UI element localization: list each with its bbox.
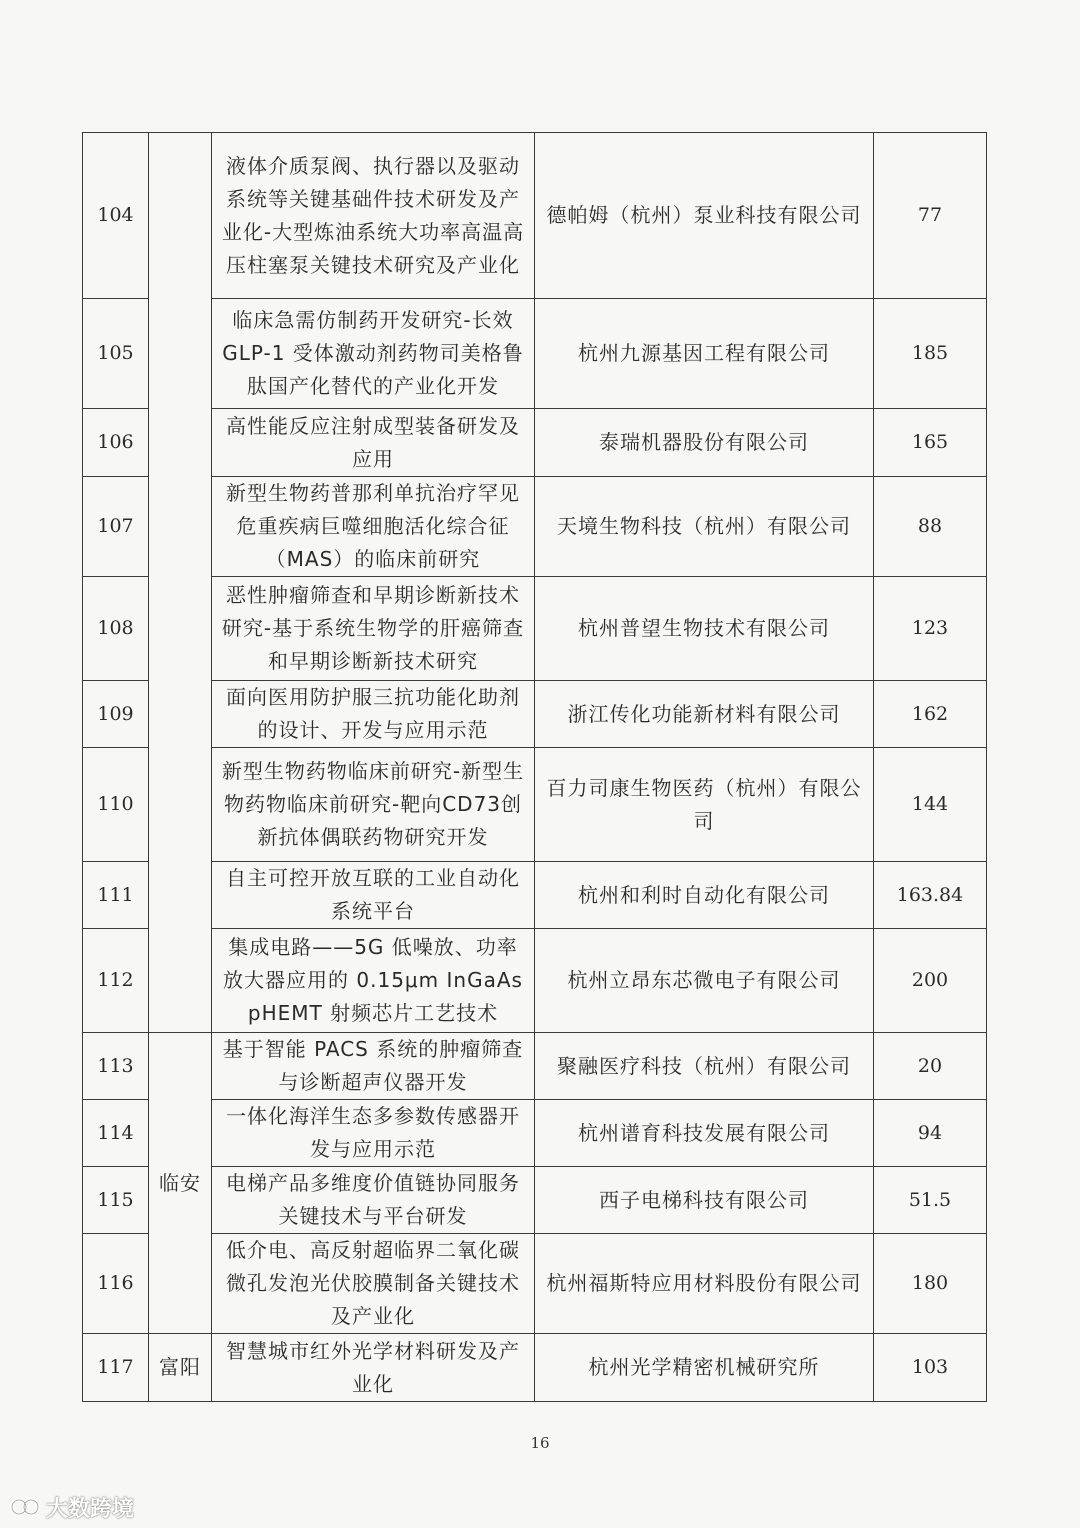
project-name: 新型生物药普那利单抗治疗罕见危重疾病巨噬细胞活化综合征（MAS）的临床前研究 xyxy=(212,477,535,577)
project-name: 高性能反应注射成型装备研发及应用 xyxy=(212,409,535,477)
company-name: 杭州九源基因工程有限公司 xyxy=(535,299,874,409)
row-number: 117 xyxy=(83,1334,149,1402)
table-row xyxy=(83,681,987,748)
row-number: 116 xyxy=(83,1234,149,1334)
table-row xyxy=(83,133,987,299)
company-name: 杭州谱育科技发展有限公司 xyxy=(535,1100,874,1167)
project-name: 基于智能 PACS 系统的肿瘤筛查与诊断超声仪器开发 xyxy=(212,1033,535,1100)
table-row xyxy=(83,929,987,1033)
table-row xyxy=(83,1033,987,1100)
company-name: 德帕姆（杭州）泵业科技有限公司 xyxy=(535,133,874,299)
table-row xyxy=(83,1100,987,1167)
amount-value: 20 xyxy=(874,1033,987,1100)
company-name: 泰瑞机器股份有限公司 xyxy=(535,409,874,477)
amount-value: 185 xyxy=(874,299,987,409)
amount-value: 103 xyxy=(874,1334,987,1402)
row-number: 114 xyxy=(83,1100,149,1167)
company-name: 杭州福斯特应用材料股份有限公司 xyxy=(535,1234,874,1334)
project-name: 低介电、高反射超临界二氧化碳微孔发泡光伏胶膜制备关键技术及产业化 xyxy=(212,1234,535,1334)
company-name: 杭州立昂东芯微电子有限公司 xyxy=(535,929,874,1033)
row-number: 111 xyxy=(83,862,149,929)
amount-value: 162 xyxy=(874,681,987,748)
row-number: 105 xyxy=(83,299,149,409)
row-number: 112 xyxy=(83,929,149,1033)
project-name: 智慧城市红外光学材料研发及产业化 xyxy=(212,1334,535,1402)
amount-value: 88 xyxy=(874,477,987,577)
amount-value: 163.84 xyxy=(874,862,987,929)
project-name: 新型生物药物临床前研究-新型生物药物临床前研究-靶向CD73创新抗体偶联药物研究开发 xyxy=(212,748,535,862)
company-name: 杭州光学精密机械研究所 xyxy=(535,1334,874,1402)
row-number: 108 xyxy=(83,577,149,681)
amount-value: 144 xyxy=(874,748,987,862)
table-row xyxy=(83,748,987,862)
row-number: 115 xyxy=(83,1167,149,1234)
project-name: 集成电路——5G 低噪放、功率放大器应用的 0.15μm InGaAs pHEMT 射频芯片工艺技术 xyxy=(212,929,535,1033)
project-name: 临床急需仿制药开发研究-长效GLP-1 受体激动剂药物司美格鲁肽国产化替代的产业化开发 xyxy=(212,299,535,409)
amount-value: 123 xyxy=(874,577,987,681)
table-row xyxy=(83,862,987,929)
company-name: 杭州和利时自动化有限公司 xyxy=(535,862,874,929)
company-name: 聚融医疗科技（杭州）有限公司 xyxy=(535,1033,874,1100)
region-cell: 临安 xyxy=(149,1033,212,1334)
row-number: 107 xyxy=(83,477,149,577)
company-name: 天境生物科技（杭州）有限公司 xyxy=(535,477,874,577)
amount-value: 165 xyxy=(874,409,987,477)
row-number: 104 xyxy=(83,133,149,299)
amount-value: 180 xyxy=(874,1234,987,1334)
company-name: 百力司康生物医药（杭州）有限公司 xyxy=(535,748,874,862)
project-name: 电梯产品多维度价值链协同服务关键技术与平台研发 xyxy=(212,1167,535,1234)
project-name: 液体介质泵阀、执行器以及驱动系统等关键基础件技术研发及产业化-大型炼油系统大功率高温高压柱塞泵关键技术研究及产业化 xyxy=(212,133,535,299)
row-number: 113 xyxy=(83,1033,149,1100)
watermark-text: 大数跨境 xyxy=(46,1496,135,1522)
table-row xyxy=(83,1334,987,1402)
table-row xyxy=(83,409,987,477)
page-number: 16 xyxy=(530,1434,550,1452)
row-number: 106 xyxy=(83,409,149,477)
company-name: 浙江传化功能新材料有限公司 xyxy=(535,681,874,748)
project-name: 恶性肿瘤筛查和早期诊断新技术研究-基于系统生物学的肝癌筛查和早期诊断新技术研究 xyxy=(212,577,535,681)
project-name: 自主可控开放互联的工业自动化系统平台 xyxy=(212,862,535,929)
table-row xyxy=(83,1234,987,1334)
table-row xyxy=(83,577,987,681)
row-number: 109 xyxy=(83,681,149,748)
watermark xyxy=(10,1492,134,1522)
company-name: 西子电梯科技有限公司 xyxy=(535,1167,874,1234)
amount-value: 77 xyxy=(874,133,987,299)
amount-value: 200 xyxy=(874,929,987,1033)
row-number: 110 xyxy=(83,748,149,862)
table-row xyxy=(83,477,987,577)
amount-value: 94 xyxy=(874,1100,987,1167)
project-name: 面向医用防护服三抗功能化助剂的设计、开发与应用示范 xyxy=(212,681,535,748)
table-row xyxy=(83,299,987,409)
region-cell: 富阳 xyxy=(149,1334,212,1402)
table-row xyxy=(83,1167,987,1234)
company-name: 杭州普望生物技术有限公司 xyxy=(535,577,874,681)
amount-value: 51.5 xyxy=(874,1167,987,1234)
watermark-logo-icon xyxy=(10,1495,40,1519)
region-cell xyxy=(149,133,212,1033)
funding-table xyxy=(82,132,987,1402)
project-name: 一体化海洋生态多参数传感器开发与应用示范 xyxy=(212,1100,535,1167)
